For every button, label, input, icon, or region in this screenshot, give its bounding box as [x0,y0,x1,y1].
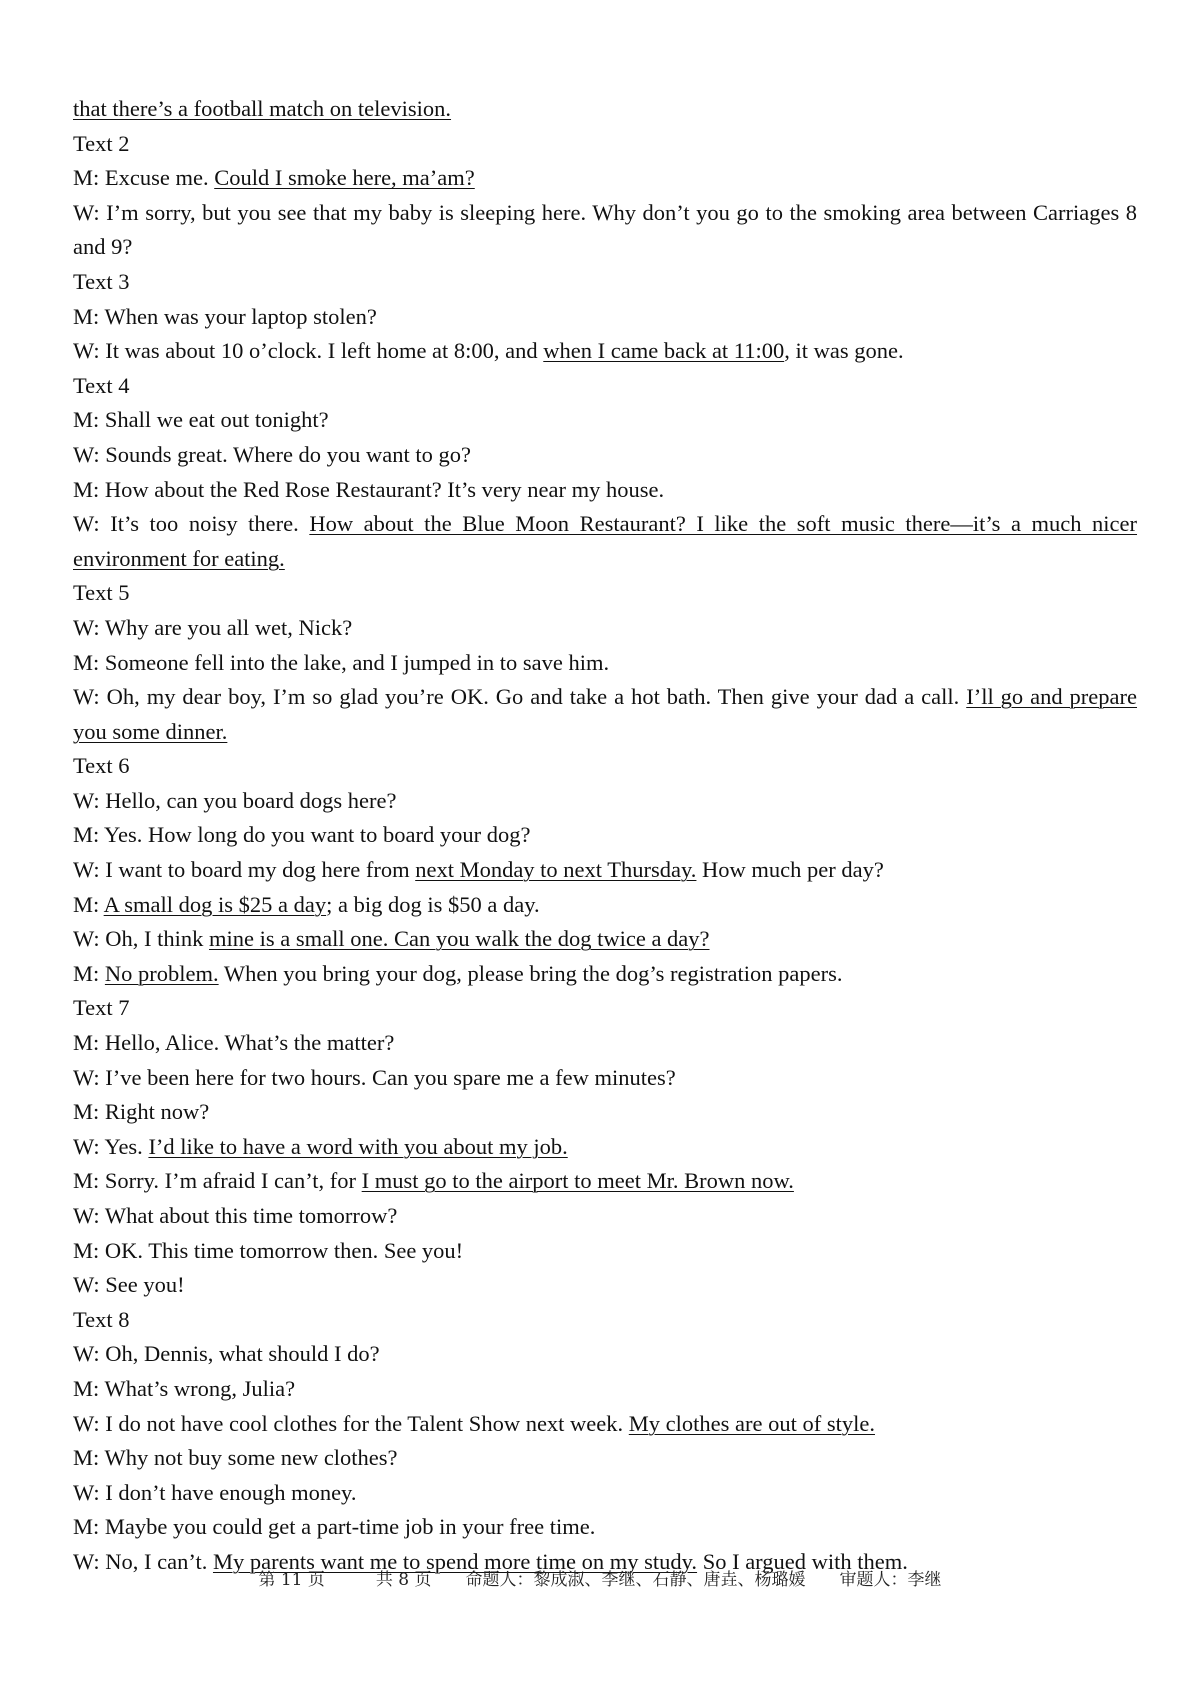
section-heading [73,369,1137,404]
section-heading-text: Text 3 [73,268,130,294]
section-heading-text: Text 6 [73,753,130,779]
page-number: 第 11 页 [258,1570,325,1590]
dialogue-text: W: Yes. [73,1133,149,1159]
transcript-line [73,818,1137,853]
transcript-line [73,1407,1137,1442]
transcript-line [73,300,1137,335]
dialogue-text: W: Why are you all wet, Nick? [73,614,353,640]
dialogue-text: M: Shall we eat out tonight? [73,407,329,433]
underlined-answer: Could I smoke here, ma’am? [214,165,475,191]
transcript-line [73,1095,1137,1130]
transcript-line [73,1372,1137,1407]
dialogue-text: W: Oh, Dennis, what should I do? [73,1341,380,1367]
underlined-answer: when I came back at 11:00 [543,338,785,364]
dialogue-text: M: Why not buy some new clothes? [73,1445,398,1471]
dialogue-text: W: See you! [73,1272,185,1298]
underlined-answer: I must go to the airport to meet Mr. Brown now. [361,1168,794,1194]
dialogue-text: M: Maybe you could get a part-time job in your free time. [73,1514,596,1540]
dialogue-text: W: It was about 10 o’clock. I left home at 8:00, and [73,338,544,364]
dialogue-text: W: Hello, can you board dogs here? [73,787,397,813]
page-footer [0,1565,1200,1590]
transcript-line [73,853,1137,888]
dialogue-text: W: I’m sorry, but you see that my baby is sleeping here. Why don’t you go to the smoking area between Carriages 8 and 9? [73,199,1137,260]
dialogue-text: W: Oh, I think [73,926,210,952]
section-heading [73,265,1137,300]
underlined-answer: that there’s a football match on television. [73,96,452,121]
transcript-line [73,1510,1137,1545]
transcript-body [73,92,1137,1580]
transcript-line [73,438,1137,473]
dialogue-text: W: It’s too noisy there. [73,511,310,537]
transcript-line [73,680,1137,749]
section-heading [73,1303,1137,1338]
transcript-line [73,888,1137,923]
dialogue-text: M: [73,891,104,917]
dialogue-text: W: I’ve been here for two hours. Can you spare me a few minutes? [73,1064,676,1090]
dialogue-text: When you bring your dog, please bring the dog’s registration papers. [218,960,843,986]
author-credit: 命题人：黎成淑、李继、石静、唐垚、杨璐媛 [465,1570,806,1590]
underlined-answer: A small dog is $25 a day [103,891,327,917]
dialogue-text: W: Oh, my dear boy, I’m so glad you’re OK. Go and take a hot bath. Then give your dad a call. [73,684,967,710]
underlined-answer: mine is a small one. Can you walk the dog twice a day? [209,926,710,952]
dialogue-text: M: Excuse me. [73,165,215,191]
transcript-line [73,1061,1137,1096]
section-heading [73,127,1137,162]
section-heading-text: Text 7 [73,995,130,1021]
section-heading-text: Text 5 [73,580,130,606]
section-heading [73,991,1137,1026]
transcript-line [73,1268,1137,1303]
transcript-line [73,784,1137,819]
transcript-line [73,92,1137,127]
transcript-line [73,957,1137,992]
dialogue-text: W: What about this time tomorrow? [73,1203,398,1228]
underlined-answer: How about the Blue Moon Restaurant? I like the soft music there—it’s a much nicer environment for eating. [73,511,1138,571]
dialogue-text: W: I don’t have enough money. [73,1479,357,1505]
dialogue-text: M: Hello, Alice. What’s the matter? [73,1030,395,1056]
section-heading-text: Text 8 [73,1306,130,1332]
transcript-line [73,1441,1137,1476]
transcript-line [73,196,1137,265]
dialogue-text: M: OK. This time tomorrow then. See you! [73,1237,464,1263]
dialogue-text: How much per day? [696,857,884,883]
transcript-line [73,1130,1137,1165]
transcript-line [73,334,1137,369]
underlined-answer: next Monday to next Thursday. [415,857,697,883]
dialogue-text: W: I want to board my dog here from [73,857,416,883]
transcript-line [73,611,1137,646]
underlined-answer: I’ll go and prepare you some dinner. [73,684,1138,744]
transcript-line [73,1234,1137,1269]
page-total: 共 8 页 [375,1570,432,1590]
transcript-line [73,1337,1137,1372]
dialogue-text: So I argued with them. [697,1548,908,1574]
transcript-line [73,922,1137,957]
transcript-line [73,473,1137,508]
underlined-answer: My clothes are out of style. [628,1410,875,1436]
reviewer-credit: 审题人：李继 [839,1570,942,1590]
dialogue-text: W: No, I can’t. [73,1548,213,1574]
dialogue-text: M: Someone fell into the lake, and I jumped in to save him. [73,649,610,675]
dialogue-text: M: What’s wrong, Julia? [73,1375,296,1401]
section-heading-text: Text 2 [73,130,130,156]
dialogue-text: ; a big dog is $50 a day. [326,891,540,917]
dialogue-text: W: Sounds great. Where do you want to go? [73,441,472,467]
section-heading-text: Text 4 [73,372,130,398]
transcript-line [73,1026,1137,1061]
section-heading [73,576,1137,611]
dialogue-text: M: [73,960,105,986]
underlined-answer: My parents want me to spend more time on my study. [212,1548,698,1574]
dialogue-text: M: How about the Red Rose Restaurant? It’s very near my house. [73,476,665,502]
transcript-line [73,1164,1137,1199]
dialogue-text: M: Yes. How long do you want to board your dog? [73,822,531,848]
underlined-answer: I’d like to have a word with you about my job. [148,1133,568,1159]
section-heading [73,749,1137,784]
transcript-line [73,1199,1137,1234]
transcript-line [73,403,1137,438]
transcript-line [73,646,1137,681]
dialogue-text: , it was gone. [784,338,904,364]
transcript-line [73,161,1137,196]
transcript-line [73,507,1137,576]
dialogue-text: M: When was your laptop stolen? [73,303,377,329]
dialogue-text: M: Sorry. I’m afraid I can’t, for [73,1168,362,1194]
dialogue-text: W: I do not have cool clothes for the Talent Show next week. [73,1410,629,1436]
underlined-answer: No problem. [104,960,219,986]
transcript-line [73,1476,1137,1511]
dialogue-text: M: Right now? [73,1099,210,1125]
